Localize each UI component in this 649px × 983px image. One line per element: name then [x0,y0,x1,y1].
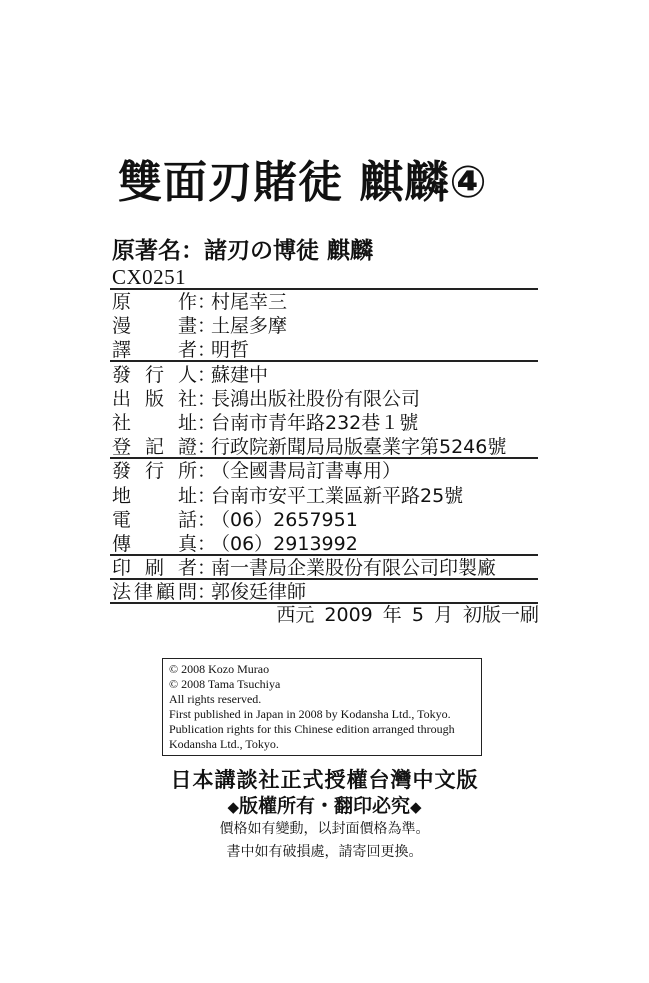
credit-label-char: 原 [112,291,132,313]
credit-label [112,314,197,338]
credit-value: （全國書局訂書專用） [211,460,402,483]
credit-value: 台南市青年路232巷１號 [211,411,419,434]
credit-label-char: 傳 [112,532,132,555]
credit-label-char: 顧 [155,581,175,604]
credit-label-char: 譯 [112,339,132,362]
credit-label-char: 地 [112,484,132,507]
credit-label-char: 作 [177,291,197,313]
credit-label [112,338,197,362]
credit-separator: ： [197,532,217,555]
copyright-line: © 2008 Kozo Murao [169,662,270,676]
credit-label-char: 話 [177,508,197,531]
credit-label-char: 址 [177,484,197,507]
copyright-line: First published in Japan in 2008 by Kodansha Ltd., Tokyo. [169,707,451,721]
credit-label [112,508,197,532]
rights-text: 版權所有・翻印必究 [238,795,410,817]
copyright-line: Kodansha Ltd., Tokyo. [169,737,279,751]
credit-label-char: 出 [112,387,132,410]
credit-label [112,290,197,314]
credit-label [112,411,197,435]
copyright-line: Publication rights for this Chinese edition arranged through [169,722,455,736]
credit-label-char: 發 [112,363,132,386]
credit-row-printer [112,556,538,580]
credit-label [112,387,197,411]
credit-label [112,532,197,556]
credit-row-registration [112,435,538,459]
credit-label-char: 社 [177,387,197,410]
credit-label-char: 址 [177,411,197,434]
divider-after-registration [110,457,538,459]
credit-row-translator [112,338,538,362]
credit-label [112,556,197,580]
credit-value: 長鴻出版社股份有限公司 [211,387,421,410]
credit-separator: ： [197,339,217,362]
credit-value: （06）2657951 [211,508,358,531]
credit-label [112,484,197,508]
credit-row-distributor [112,459,538,483]
credit-label [112,580,197,604]
credit-label-char: 證 [177,436,197,459]
credit-label-char: 行 [144,460,164,483]
diamond-icon: ◆ [227,798,239,816]
credit-separator: ： [197,363,217,386]
credit-row-fax [112,532,538,556]
credit-label-char: 所 [177,460,197,483]
credit-row-publisher-person [112,363,538,387]
book-title: 雙面刃賭徒 麒麟④ [118,157,488,208]
credit-label-char: 登 [112,436,132,459]
credit-value: 郭俊廷律師 [211,581,307,604]
book-code: CX0251 [112,265,187,289]
credit-row-phone [112,508,538,532]
credit-separator: ： [197,557,217,580]
credit-separator: ： [197,508,217,531]
credit-row-artist [112,314,538,338]
credit-value: 蘇建中 [211,363,269,386]
credit-label-char: 行 [144,363,164,386]
defect-note: 書中如有破損處，請寄回更換。 [226,844,423,860]
edition-date: 西元 2009 年 5 月 初版一刷 [276,604,539,626]
diamond-icon: ◆ [410,798,422,816]
credit-label [112,459,197,483]
credit-label-char: 法 [112,581,132,604]
copyright-line: All rights reserved. [169,692,262,706]
credit-separator: ： [197,460,217,483]
credit-separator: ： [197,581,217,604]
credit-label-char: 真 [177,532,197,555]
copyright-box [162,658,482,756]
credit-separator: ： [197,315,217,338]
credits-list [112,290,538,604]
copyright-line: © 2008 Tama Tsuchiya [169,677,281,691]
credit-value: 明哲 [211,339,250,362]
credit-row-address [112,411,538,435]
divider-after-printer [110,578,538,580]
price-note: 價格如有變動，以封面價格為準。 [219,821,430,837]
credit-value: （06）2913992 [211,532,358,555]
divider-after-translator [110,360,538,362]
credit-label-char: 者 [177,557,197,580]
credit-label-char: 印 [112,557,132,580]
divider-after-fax [110,554,538,556]
credit-row-publisher [112,387,538,411]
credit-label-char: 記 [144,436,164,459]
credit-separator: ： [197,436,217,459]
credit-value: 土屋多摩 [211,315,288,338]
credit-row-author [112,290,538,314]
credit-label-char: 社 [112,411,132,434]
original-title: 原著名：諸刃の博徒 麒麟 [112,238,374,264]
credit-value: 南一書局企業股份有限公司印製廠 [211,557,497,580]
credit-separator: ： [197,387,217,410]
credit-separator: ： [197,484,217,507]
credit-label-char: 發 [112,460,132,483]
authorization-notice: 日本講談社正式授權台灣中文版 [170,768,479,792]
credit-label-char: 版 [144,387,164,410]
credit-label-char: 問 [177,581,197,604]
credit-label-char: 律 [133,581,153,604]
rights-notice [0,791,649,818]
credit-separator: ： [197,291,217,313]
credit-row-distributor-address [112,484,538,508]
credit-separator: ： [197,411,217,434]
credit-value: 台南市安平工業區新平路25號 [211,484,464,507]
credit-label-char: 刷 [144,557,164,580]
credit-value: 村尾幸三 [211,291,288,313]
credit-label-char: 漫 [112,315,132,338]
credit-label-char: 畫 [177,315,197,338]
credit-label [112,363,197,387]
credit-label-char: 人 [177,363,197,386]
credit-value: 行政院新聞局局版臺業字第5246號 [211,436,507,459]
credit-label-char: 者 [177,339,197,362]
credit-label-char: 電 [112,508,132,531]
credit-label [112,435,197,459]
